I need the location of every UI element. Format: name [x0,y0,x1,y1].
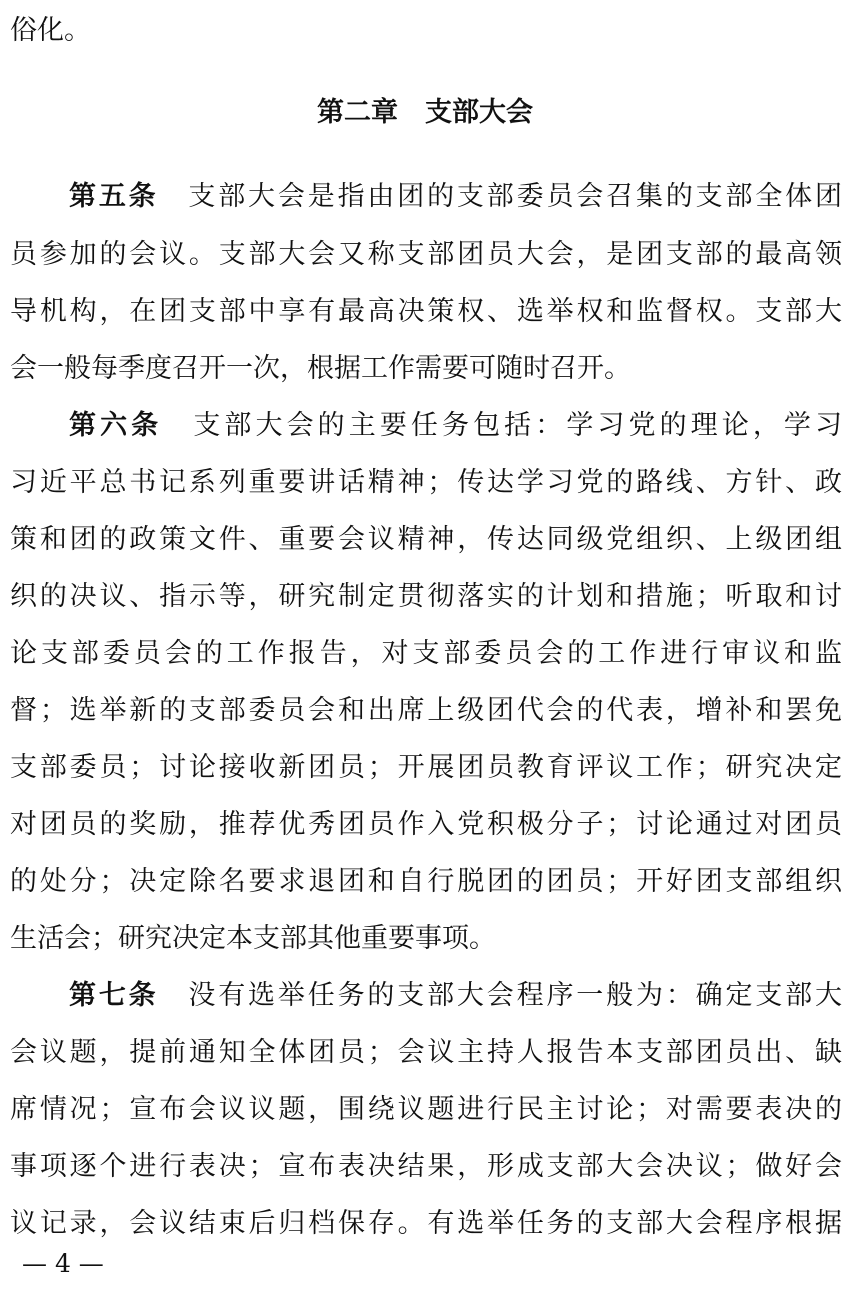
article-first-line [69,175,842,219]
article-text: 支部大会是指由团的支部委员会召集的支部全体团 [188,181,842,212]
article-line: 生活会；研究决定本支部其他重要事项。 [10,923,496,954]
article-title: 第七条 [69,980,159,1011]
article-line: 议记录，会议结束后归档保存。有选举任务的支部大会程序根据 [10,1208,842,1239]
article-line: 策和团的政策文件、重要会议精神，传达同级党组织、上级团组 [10,524,842,555]
article-first-line [69,974,842,1018]
article-line: 习近平总书记系列重要讲话精神；传达学习党的路线、方针、政 [10,467,842,498]
article-line: 会一般每季度召开一次，根据工作需要可随时召开。 [10,353,631,384]
chapter-heading: 第二章 支部大会 [317,97,533,128]
article-text: 没有选举任务的支部大会程序一般为：确定支部大 [188,980,842,1011]
article-line: 督；选举新的支部委员会和出席上级团代会的代表，增补和罢免 [10,695,842,726]
article-title: 第六条 [69,410,163,441]
page-number: — 4 — [22,1249,104,1278]
article-first-line [69,404,842,448]
article-line: 支部委员；讨论接收新团员；开展团员教育评议工作；研究决定 [10,752,842,783]
article-text: 支部大会的主要任务包括：学习党的理论，学习 [193,410,842,441]
article-line: 织的决议、指示等，研究制定贯彻落实的计划和措施；听取和讨 [10,581,842,612]
article-line: 员参加的会议。支部大会又称支部团员大会，是团支部的最高领 [10,239,842,270]
article-line: 导机构，在团支部中享有最高决策权、选举权和监督权。支部大 [10,296,842,327]
article-title: 第五条 [69,181,159,212]
paragraph-fragment: 俗化。 [10,15,91,46]
article-line: 对团员的奖励，推荐优秀团员作入党积极分子；讨论通过对团员 [10,809,842,840]
article-line: 事项逐个进行表决；宣布表决结果，形成支部大会决议；做好会 [10,1151,842,1182]
article-line: 会议题，提前通知全体团员；会议主持人报告本支部团员出、缺 [10,1037,842,1068]
article-line: 席情况；宣布会议议题，围绕议题进行民主讨论；对需要表决的 [10,1094,842,1125]
article-line: 论支部委员会的工作报告，对支部委员会的工作进行审议和监 [10,638,842,669]
article-line: 的处分；决定除名要求退团和自行脱团的团员；开好团支部组织 [10,866,842,897]
